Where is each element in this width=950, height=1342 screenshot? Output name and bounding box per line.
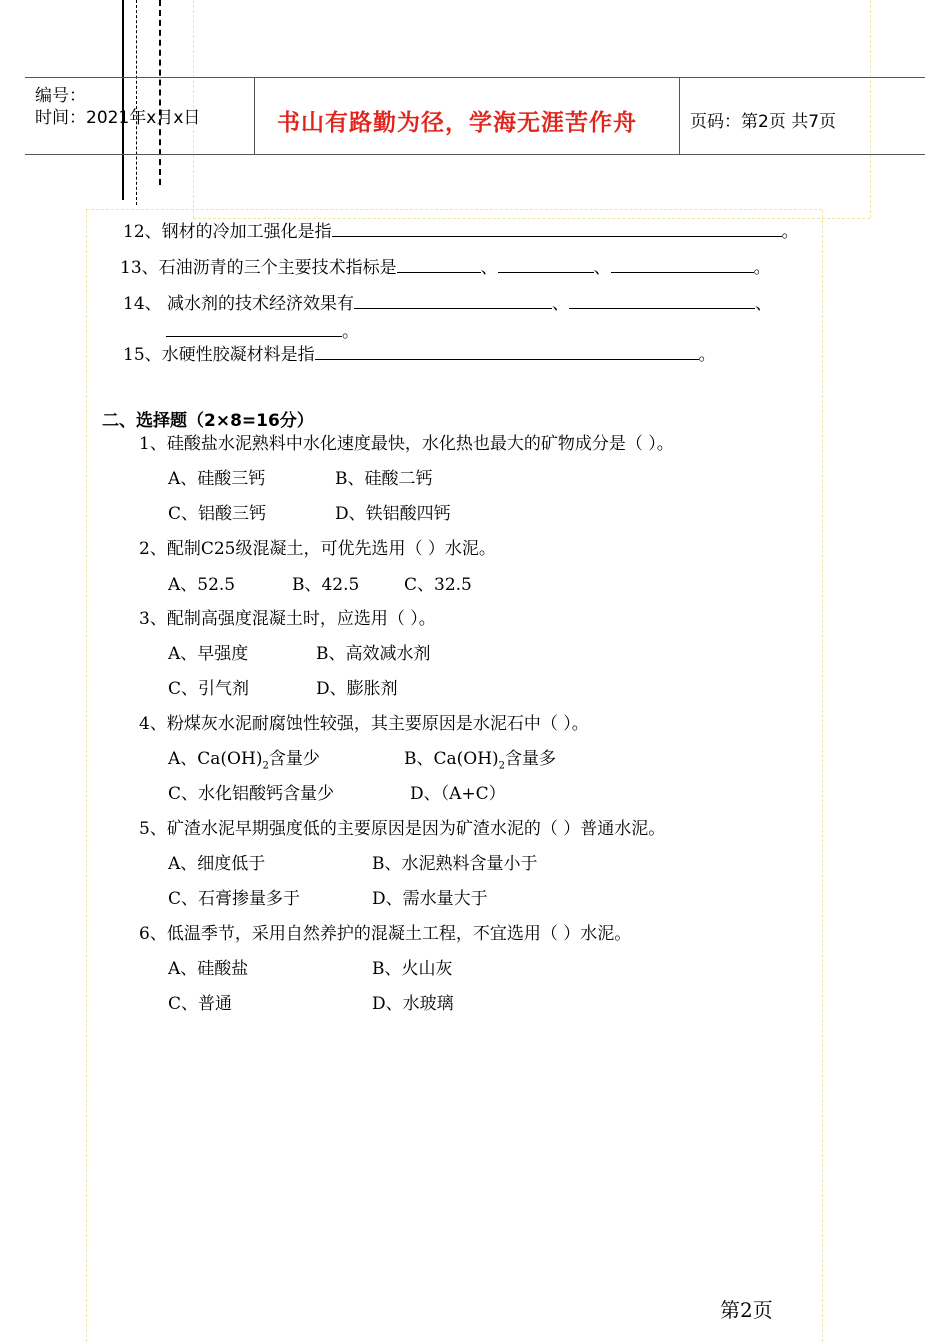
question-text: 14、 减水剂的技术经济效果有 [123, 294, 355, 314]
option-text: A、Ca(OH) [168, 749, 263, 769]
answer-blank[interactable] [397, 256, 481, 273]
option[interactable]: D、需水量大于 [372, 889, 488, 909]
option[interactable]: C、铝酸三钙 [168, 504, 267, 524]
option[interactable]: C、水化铝酸钙含量少 [168, 784, 335, 804]
header-top-rule [25, 77, 925, 78]
question-12 [123, 217, 799, 242]
option[interactable] [168, 744, 320, 771]
punct: 、 [480, 258, 498, 278]
punct: 。 [698, 345, 716, 365]
question-15 [123, 340, 716, 365]
option[interactable]: B、硅酸二钙 [335, 469, 433, 489]
option[interactable]: C、石膏掺量多于 [168, 889, 301, 909]
frame-line [86, 210, 87, 1342]
frame-line [86, 209, 822, 210]
mc-question-6: 6、低温季节，采用自然养护的混凝土工程，不宜选用（ ）水泥。 [139, 924, 632, 944]
mc-question-2: 2、配制C25级混凝土，可优先选用（ ）水泥。 [139, 539, 496, 559]
subscript: 2 [262, 760, 269, 772]
option-text: B、Ca(OH) [404, 749, 499, 769]
option[interactable]: C、32.5 [404, 575, 472, 595]
punct: 、 [593, 258, 611, 278]
subscript: 2 [498, 760, 506, 772]
answer-blank[interactable] [569, 292, 755, 309]
header-divider [679, 77, 680, 154]
question-14-cont [166, 317, 359, 342]
mc-question-4: 4、粉煤灰水泥耐腐蚀性较强，其主要原因是水泥石中（ ）。 [139, 714, 589, 734]
time-label: 时间： [35, 108, 86, 128]
punct: 。 [342, 322, 359, 342]
time-value: 2021年x月x日 [86, 108, 201, 128]
punct: 。 [781, 222, 799, 242]
option[interactable]: A、细度低于 [168, 854, 266, 874]
option[interactable]: D、水玻璃 [372, 994, 454, 1014]
option[interactable]: D、铁铝酸四钙 [335, 504, 451, 524]
option[interactable]: A、硅酸三钙 [168, 469, 266, 489]
option[interactable]: A、早强度 [168, 644, 249, 664]
binding-line [122, 0, 124, 200]
option[interactable]: C、普通 [168, 994, 233, 1014]
answer-blank[interactable] [332, 220, 782, 237]
header-bottom-rule [25, 154, 925, 155]
option[interactable]: B、水泥熟料含量小于 [372, 854, 538, 874]
punct: 、 [552, 294, 570, 314]
option[interactable]: A、52.5 [168, 575, 236, 595]
mc-question-1: 1、硅酸盐水泥熟料中水化速度最快，水化热也最大的矿物成分是（ ）。 [139, 434, 674, 454]
question-text: 15、水硬性胶凝材料是指 [123, 345, 315, 365]
question-13 [120, 253, 771, 278]
id-label: 编号： [35, 86, 86, 106]
mc-question-5: 5、矿渣水泥早期强度低的主要原因是因为矿渣水泥的（ ）普通水泥。 [139, 819, 666, 839]
option[interactable]: B、高效减水剂 [316, 644, 431, 664]
option[interactable]: A、硅酸盐 [168, 959, 249, 979]
binding-line [159, 0, 161, 185]
answer-blank[interactable] [611, 256, 754, 273]
question-text: 12、钢材的冷加工强化是指 [123, 222, 332, 242]
answer-blank[interactable] [498, 256, 594, 273]
option[interactable]: D、膨胀剂 [316, 679, 398, 699]
mc-question-3: 3、配制高强度混凝土时，应选用（ ）。 [139, 609, 436, 629]
answer-blank[interactable] [315, 343, 699, 360]
option[interactable] [404, 744, 556, 771]
motto: 书山有路勤为径，学海无涯苦作舟 [277, 110, 637, 136]
page-code: 页码：第2页 共7页 [690, 112, 837, 132]
option[interactable]: D、（A+C） [410, 784, 506, 804]
option[interactable]: B、42.5 [292, 575, 360, 595]
option-text: 含量多 [505, 749, 557, 769]
question-text: 13、石油沥青的三个主要技术指标是 [120, 258, 397, 278]
page-number: 第2页 [720, 1298, 773, 1322]
section-title: 二、选择题（2×8=16分） [102, 411, 314, 431]
punct: 、 [755, 294, 773, 314]
option[interactable]: B、火山灰 [372, 959, 453, 979]
option-text: 含量少 [268, 749, 320, 769]
frame-line [822, 210, 823, 1342]
option[interactable]: C、引气剂 [168, 679, 250, 699]
question-14 [123, 289, 772, 314]
frame-line [870, 0, 871, 218]
time-line [35, 103, 200, 128]
punct: 。 [753, 258, 771, 278]
header-divider [254, 77, 255, 154]
answer-blank[interactable] [166, 320, 342, 337]
answer-blank[interactable] [354, 292, 552, 309]
